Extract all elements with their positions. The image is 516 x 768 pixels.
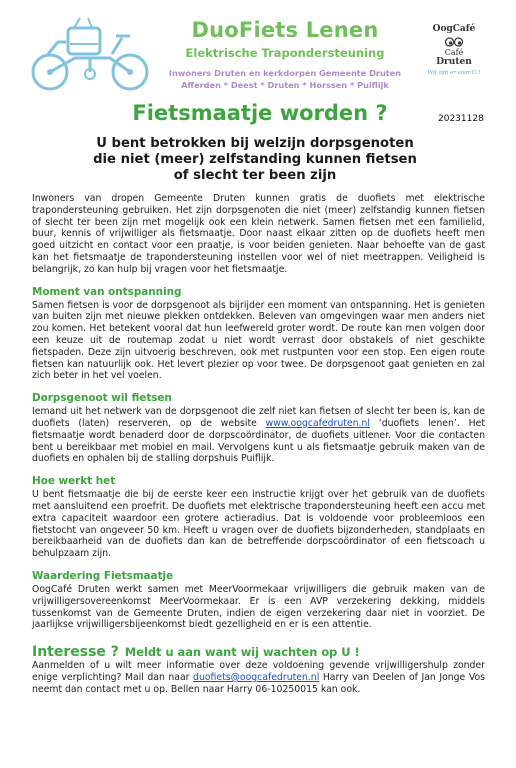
header-subtitle: Elektrische Trapondersteuning xyxy=(185,46,385,60)
paragraph-intro: Inwoners van dropen Gemeente Druten kunnen gratis de duofiets met elektrische trapondersteuning gebruiken. Het zijn dorpsgenoten die niet (meer) zelfstandig kunnen fietsen of slecht ter been zijn met mogelijk ook een klein netwerk. Samen fietsen met een familielid, buur, kennis of vrijwilliger als fietsmaatje. Door naast elkaar zitten op de duofiets heeft men goed uitzicht en contact voor een praatje, is voor beiden genieten. Naar behoefte van de gast kan het fietsmaatje de trapondersteuning instellen voor wel of niet meetrappen. Veiligheid is belangrijk, zo kan hulp bij vragen voor het fietsmaatje. xyxy=(32,193,485,275)
logo-line3: Druten xyxy=(436,57,472,67)
eyes-icon xyxy=(445,37,463,47)
email-link[interactable]: duofiets@oogcafedruten.nl xyxy=(193,671,320,683)
intro-statement xyxy=(80,136,430,184)
call-to-action xyxy=(32,641,485,660)
header-places-line2: Afferden * Deest * Druten * Horssen * Puiflijk xyxy=(181,80,389,90)
section-heading: Moment van ontspanning xyxy=(32,285,182,298)
paragraph-aanmelden xyxy=(32,660,485,695)
paragraph-hoe-werkt: U bent fietsmaatje die bij de eerste keer een instructie krijgt over het gebruik van de duofiets met aansluitend een proefrit. De duofiets met elektrische trapondersteuning heeft een accu met extra capaciteit waardoor een grotere actieradius. Dat is voldoende voor probleemloos een fietstocht van ongeveer 50 km. Heeft u vragen over de duofiets bijzonderheden, standplaats en bereikbaarheid van de duofiets dan kan de betreffende dorpscoördinator of een fietscoach u behulpzaam zijn. xyxy=(32,489,485,560)
oogcafe-logo xyxy=(414,24,494,100)
text-segment: Aanmelden of u wilt meer informatie over deze voldoening gevende vrijwilligershulp zonder enige verplichting? Mail dan naar xyxy=(32,660,485,683)
paragraph-ontspanning: Samen fietsen is voor de dorpsgenoot als bijrijder een moment van ontspanning. Het is genieten van buiten zijn met nieuwe plekken ontdekken. Beleven van omgevingen waar men anders niet zou komen. Het betekent vooral dat hun leefwereld groter wordt. De route kan men volgen door een keuze uit de routemap zodat u niet wordt verrast door obstakels of niet geschikte fietspaden. Deze zijn uitvoerig beschreven, ook met rustpunten voor een stop. Een eigen route fietsen kan natuurlijk ook. Het levert plezier op voor twee. De dorpsgenoot gaat genieten en zal zich beter in het vel voelen. xyxy=(32,299,485,382)
cta-subheading: Meldt u aan want wij wachten op U ! xyxy=(124,645,360,660)
document-code: 20231128 xyxy=(438,114,484,124)
document-title: Fietsmaatje worden ? xyxy=(132,101,388,125)
paragraph-waardering: OogCafé Druten werkt samen met MeerVoormekaar vrijwilligers die gebruik maken van de vrijwilligersovereenkomst MeerVoormekaar. Er is een AVP verzekering dekking, middels tussenkomst van de Gemeente Druten, indien de eigen verzekering daar niet in voorziet. De jaarlijkse vrijwilligersbijeenkomst biedt gezelligheid en er is een attentie. xyxy=(32,583,485,631)
intro-line: of slecht ter been zijn xyxy=(173,168,337,183)
letterhead xyxy=(30,14,500,96)
paragraph-dorpsgenoot xyxy=(32,406,485,465)
website-link[interactable]: www.oogcafedruten.nl xyxy=(265,417,370,429)
logo-line2: Café xyxy=(444,48,464,57)
intro-line: die niet (meer) zelfstanding kunnen fietsen xyxy=(93,152,417,167)
document-body xyxy=(32,193,485,696)
logo-line1: OogCafé xyxy=(432,24,476,34)
duo-bike-icon xyxy=(30,14,154,94)
section-heading: Hoe werkt het xyxy=(32,475,116,488)
cta-heading: Interesse ? xyxy=(32,644,119,661)
intro-line: U bent betrokken bij welzijn dorpsgenoten xyxy=(96,136,414,151)
logo-tagline: Wij zijn er voor U ! xyxy=(427,70,481,76)
header-title: DuoFiets Lenen xyxy=(191,18,379,42)
section-heading: Waardering Fietsmaatje xyxy=(32,569,174,582)
text-segment: Harry van Deelen of Jan Jonge Vos neemt dan contact met u op. Bellen naar Harry 06-10250015 kan ook. xyxy=(32,671,485,695)
text-segment: ‘duofiets lenen’. Het fietsmaatje wordt benaderd door de dorpscoördinator, de duofiets uitlener. Voor die contacten bent u bereikbaar met mobiel en mail. Vervolgens kunt u als fietsmaatje gebruik maken van de duofiets en ophalen bij de stalling dorpshuis Puiflijk. xyxy=(32,417,485,465)
section-heading: Dorpsgenoot wil fietsen xyxy=(32,392,172,405)
text-segment: Iemand uit het netwerk van de dorpsgenoot die zelf niet kan fietsen of slecht ter been is, kan de duofiets (laten) reserveren, op de website xyxy=(32,406,485,429)
header-places-line1: Inwoners Druten en kerkdorpen Gemeente Druten xyxy=(168,68,402,78)
